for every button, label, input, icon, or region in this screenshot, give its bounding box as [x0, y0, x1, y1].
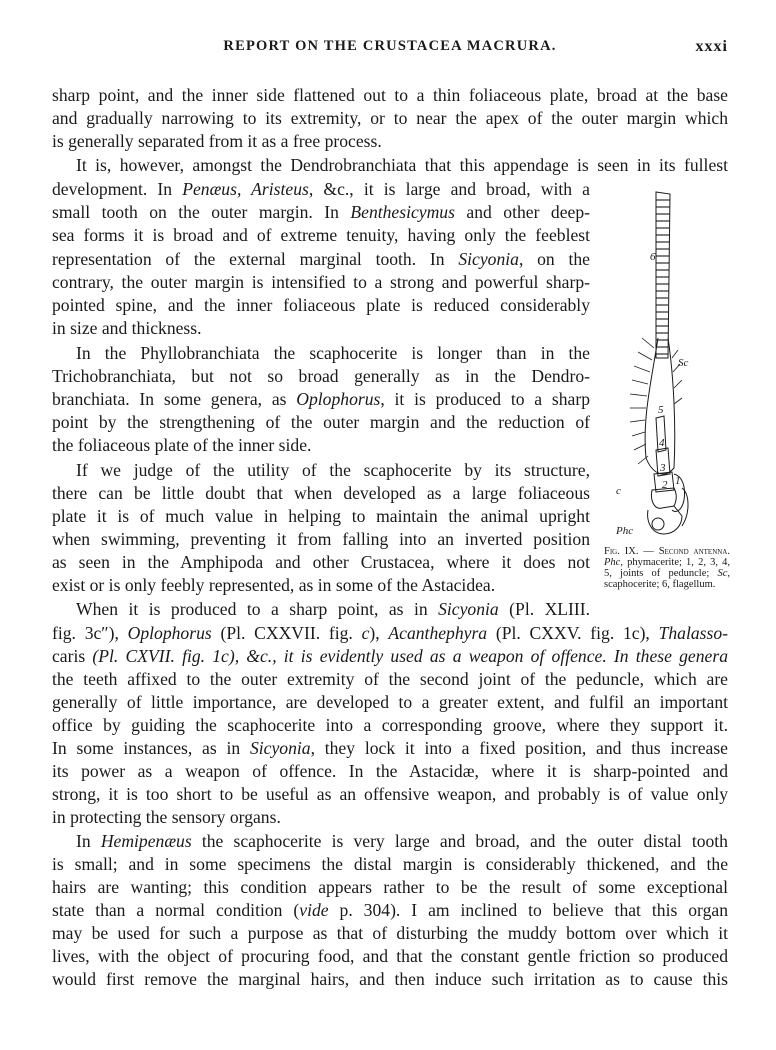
text-line	[52, 551, 590, 574]
italic-term: Oplophorus	[296, 389, 381, 409]
caption-part: , scaphocerite; 6, flagellum.	[604, 568, 730, 590]
italic-term: Oplophorus	[127, 623, 212, 643]
text-run: (Pl. CXXVII. fig.	[211, 623, 362, 643]
text-run: when swimming, preventing it from falling into an inverted position	[52, 529, 590, 549]
italic-term: Sicyonia	[438, 599, 499, 619]
text-run: as seen in the Amphipoda and other Crustacea, where it does not	[52, 552, 590, 572]
text-line	[52, 201, 590, 224]
text-line	[76, 154, 728, 177]
text-line	[52, 482, 590, 505]
italic-term: Hemipenæus	[100, 831, 192, 851]
text-run: the scaphocerite is very large and broad, and the outer distal tooth	[191, 831, 728, 851]
text-run: in size and thickness.	[52, 318, 202, 338]
text-run: and other deep-	[454, 202, 590, 222]
text-run: ),	[369, 623, 389, 643]
text-run: hairs are wanting; this condition appears rather to be the result of some exceptional	[52, 877, 728, 897]
text-line	[52, 574, 590, 597]
text-line	[52, 806, 728, 829]
label-1: 1	[675, 475, 681, 487]
text-run: the teeth affixed to the outer extremity of the second joint of the peduncle, which are	[52, 669, 728, 689]
text-run: the foliaceous plate of the inner side.	[52, 435, 312, 455]
text-line	[52, 434, 590, 457]
label-3: 3	[660, 462, 666, 474]
italic-term: (Pl. CXVII. fig. 1c), &c., it is evidently used as a weapon of offence. In these genera	[85, 646, 728, 666]
text-line	[52, 294, 590, 317]
label-c: c	[616, 485, 621, 497]
text-line	[52, 760, 728, 783]
text-run: , it is produced to a sharp	[380, 389, 590, 409]
caption-part: Phc	[604, 557, 621, 568]
text-line	[52, 737, 728, 760]
italic-term: vide	[299, 900, 329, 920]
text-run: generally of little importance, are developed to a greater extent, and fulfil an important	[52, 692, 728, 712]
text-run: is generally separated from it as a free process.	[52, 131, 382, 151]
text-run: , on the	[518, 249, 590, 269]
text-run: , &c., it is large and broad, with a	[308, 179, 590, 199]
text-run: small tooth on the outer margin. In	[52, 202, 351, 222]
figure-caption	[604, 546, 730, 590]
text-run: point by the strengthening of the outer margin and the reduction of	[52, 412, 590, 432]
text-run: development. In	[52, 179, 183, 199]
text-line	[52, 271, 590, 294]
running-title: REPORT ON THE CRUSTACEA MACRURA.	[223, 38, 557, 54]
text-line	[52, 178, 590, 201]
text-run: may be used for such a purpose as that of disturbing the muddy bottom over which it	[52, 923, 728, 943]
text-line	[52, 317, 590, 340]
text-run: p. 304). I am inclined to believe that this organ	[328, 900, 728, 920]
italic-term: Acanthephyra	[388, 623, 488, 643]
text-line	[52, 130, 728, 153]
text-run: office by guiding the scaphocerite into a corresponding groove, where they support it.	[52, 715, 728, 735]
label-6: 6	[650, 251, 656, 263]
text-run: , they lock it into a fixed position, and thus increase	[310, 738, 728, 758]
antenna-figure	[612, 188, 728, 554]
text-run: state than a normal condition (	[52, 900, 300, 920]
label-2: 2	[662, 479, 668, 491]
text-line	[52, 691, 728, 714]
phymacerite	[652, 518, 664, 530]
text-line	[52, 853, 728, 876]
text-line	[52, 714, 728, 737]
text-line	[52, 922, 728, 945]
text-run: When it is produced to a sharp point, as in	[76, 599, 439, 619]
text-line	[52, 968, 728, 991]
joint-1	[648, 506, 682, 534]
label-sc: Sc	[678, 357, 689, 369]
text-line	[52, 876, 728, 899]
text-line	[76, 598, 590, 621]
label-4: 4	[659, 437, 665, 449]
italic-term: c	[361, 623, 370, 643]
text-run: would first remove the marginal hairs, and then induce such irritation as to cause this	[52, 969, 728, 989]
text-run: representation of the external marginal tooth. In	[52, 249, 459, 269]
text-line	[52, 668, 728, 691]
text-line	[52, 248, 590, 271]
text-run: (Pl. XLIII.	[498, 599, 591, 619]
text-run: (Pl. CXXV. fig. 1c),	[487, 623, 659, 643]
caption-part: , phymacerite; 1, 2, 3, 4, 5, joints of peduncle;	[604, 557, 730, 579]
text-line	[52, 224, 590, 247]
text-run: lives, with the object of procuring food, and that the constant gentle friction so produced	[52, 946, 728, 966]
text-run: in protecting the sensory organs.	[52, 807, 281, 827]
running-header	[52, 38, 728, 62]
text-line	[52, 365, 590, 388]
text-run: contrary, the outer margin is intensified to a strong and powerful sharp-	[52, 272, 590, 292]
italic-term: Sicyonia	[458, 249, 519, 269]
page-number: xxxi	[695, 38, 728, 55]
text-line	[52, 107, 728, 130]
text-line	[52, 945, 728, 968]
text-run: sea forms it is broad and of extreme tenuity, having only the feeblest	[52, 225, 590, 245]
text-line	[76, 830, 728, 853]
italic-term: Thalasso-	[658, 623, 729, 643]
text-run: branchiata. In some genera, as	[52, 389, 297, 409]
label-phc: Phc	[616, 525, 634, 537]
text-line	[52, 899, 728, 922]
text-line	[52, 528, 590, 551]
label-5: 5	[658, 404, 664, 416]
text-run: In	[76, 831, 101, 851]
text-run: In the Phyllobranchiata the scaphocerite is longer than in the	[76, 343, 590, 363]
italic-term: Sicyonia	[249, 738, 311, 758]
text-line	[52, 388, 590, 411]
text-run: exist or is only feebly represented, as in some of the Astacidea.	[52, 575, 496, 595]
text-line	[52, 505, 590, 528]
italic-term: Penæus, Aristeus	[182, 179, 309, 199]
text-run: its power as a weapon of offence. In the Astacidæ, where it is sharp-pointed and	[52, 761, 728, 781]
text-line	[76, 459, 590, 482]
text-run: If we judge of the utility of the scaphocerite by its structure,	[76, 460, 590, 480]
text-line	[52, 411, 590, 434]
caption-part: Fig. IX. — Second antenna.	[604, 546, 730, 557]
text-run: Trichobranchiata, but not so broad generally as in the Dendro-	[52, 366, 590, 386]
text-run: In some instances, as in	[52, 738, 250, 758]
text-run: fig. 3c″),	[52, 623, 128, 643]
text-run: strong, it is too short to be useful as an offensive weapon, and probably is of value only	[52, 784, 728, 804]
text-run: is small; and in some specimens the distal margin is considerably thickened, and the	[52, 854, 728, 874]
text-line	[52, 645, 728, 668]
text-run: caris	[52, 646, 86, 666]
text-line	[76, 342, 590, 365]
text-line	[52, 622, 728, 645]
text-run: and gradually narrowing to its extremity, or to near the apex of the outer margin which	[52, 108, 728, 128]
text-run: there can be little doubt that when developed as a large foliaceous	[52, 483, 590, 503]
text-run: pointed spine, and the inner foliaceous plate is reduced considerably	[52, 295, 590, 315]
text-run: plate it is of much value in helping to maintain the animal upright	[52, 506, 590, 526]
text-line	[52, 84, 728, 107]
text-run: sharp point, and the inner side flattened out to a thin foliaceous plate, broad at the base	[52, 85, 728, 105]
italic-term: Benthesicymus	[350, 202, 455, 222]
text-line	[52, 783, 728, 806]
text-run: It is, however, amongst the Dendrobranchiata that this appendage is seen in its fullest	[76, 155, 728, 175]
caption-part: Sc	[717, 568, 728, 579]
